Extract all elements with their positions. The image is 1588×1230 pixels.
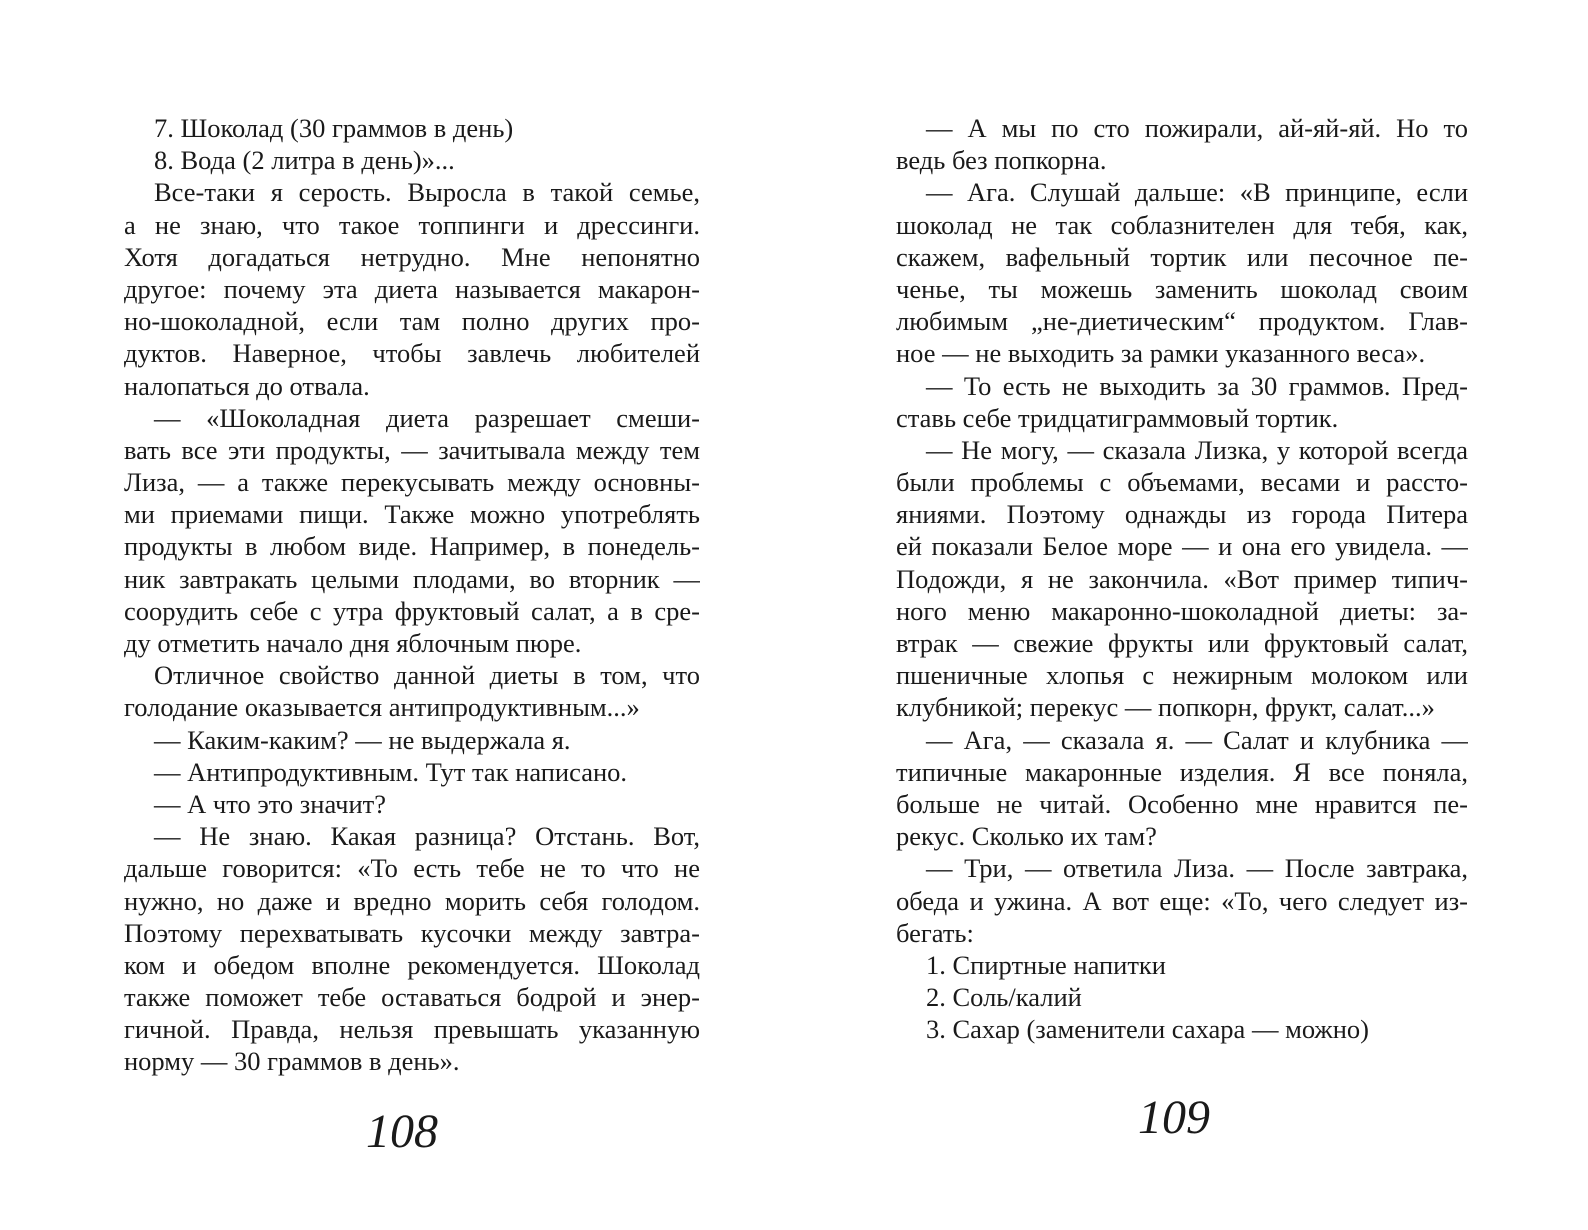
- text-line: также поможет тебе оставаться бодрой и энер-: [124, 982, 700, 1013]
- text-line: ду отметить начало дня яблочным пюре.: [124, 628, 582, 658]
- text-line: продукты в любом виде. Например, в понедель-: [124, 531, 700, 562]
- text-line: Отличное свойство данной диеты в том, что: [154, 660, 700, 691]
- right-page: [896, 112, 1468, 1122]
- text-line: ное — не выходить за рамки указанного веса».: [896, 338, 1426, 369]
- text-line: рекус. Сколько их там?: [896, 821, 1157, 852]
- text-line: ставь себе тридцатиграммовый тортик.: [896, 402, 1339, 433]
- text-line: ми приемами пищи. Также можно употреблять: [124, 499, 700, 530]
- text-line: гичной. Правда, нельзя превышать указанную: [124, 1014, 700, 1045]
- text-line: Поэтому перехватывать кусочки между завтра-: [124, 917, 700, 948]
- text-line: Подожди, я не закончила. «Вот пример типич-: [896, 563, 1468, 594]
- right-page-text: [896, 112, 1468, 1045]
- text-line: любимым „не-диетическим“ продуктом. Глав-: [896, 306, 1468, 337]
- text-line: скажем, вафельный тортик или песочное пе-: [896, 241, 1468, 272]
- text-line: нужно, но даже и вредно морить себя голодом.: [124, 885, 700, 916]
- text-line: больше не читай. Особенно мне нравится пе-: [896, 788, 1468, 819]
- text-line: — А что это значит?: [154, 788, 387, 819]
- text-line: 3. Сахар (заменители сахара — можно): [926, 1014, 1369, 1045]
- text-line: — «Шоколадная диета разрешает смеши-: [154, 402, 700, 433]
- text-line: пшеничные хлопья с нежирным молоком или: [896, 660, 1468, 691]
- left-page: [124, 112, 700, 1122]
- text-line: ник завтракать целыми плодами, во вторник —: [124, 563, 700, 594]
- text-line: втрак — свежие фрукты или фруктовый салат,: [896, 628, 1468, 658]
- text-line: Лиза, — а также перекусывать между основны-: [124, 467, 700, 498]
- text-line: 7. Шоколад (30 граммов в день): [154, 113, 514, 143]
- text-line: налопаться до отвала.: [124, 370, 370, 401]
- text-line: дуктов. Наверное, чтобы завлечь любителей: [124, 338, 700, 369]
- text-line: — Ага, — сказала я. — Салат и клубника —: [926, 724, 1468, 755]
- text-line: Хотя догадаться нетрудно. Мне непонятно: [124, 241, 700, 272]
- text-line: клубникой; перекус — попкорн, фрукт, салат...»: [896, 692, 1435, 723]
- text-line: бегать:: [896, 917, 974, 948]
- text-line: ного меню макаронно-шоколадной диеты: за-: [896, 595, 1468, 626]
- text-line: ей показали Белое море — и она его увидела. —: [896, 531, 1468, 562]
- text-line: обеда и ужина. А вот еще: «То, чего следует из-: [896, 885, 1468, 916]
- text-line: — Антипродуктивным. Тут так написано.: [154, 756, 628, 787]
- text-line: ченье, ты можешь заменить шоколад своим: [896, 273, 1468, 304]
- text-line: ком и обедом вполне рекомендуется. Шоколад: [124, 949, 700, 980]
- right-page-number: 109: [1138, 1091, 1210, 1144]
- text-line: норму — 30 граммов в день».: [124, 1046, 460, 1077]
- text-line: были проблемы с объемами, весами и рассто-: [896, 467, 1468, 498]
- text-line: шоколад не так соблазнителен для тебя, как,: [896, 209, 1468, 240]
- text-line: 1. Спиртные напитки: [926, 949, 1166, 980]
- text-line: типичные макаронные изделия. Я все поняла,: [896, 756, 1468, 787]
- text-line: другое: почему эта диета называется макарон-: [124, 273, 700, 304]
- text-line: вать все эти продукты, — зачитывала между тем: [124, 434, 700, 465]
- text-line: 8. Вода (2 литра в день)»...: [154, 145, 455, 176]
- text-line: — Три, — ответила Лиза. — После завтрака,: [926, 853, 1468, 884]
- text-line: дальше говорится: «То есть тебе не то что не: [124, 853, 700, 884]
- left-page-text: [124, 112, 700, 1078]
- text-line: — Каким-каким? — не выдержала я.: [154, 724, 571, 755]
- text-line: — Не могу, — сказала Лизка, у которой всегда: [926, 434, 1468, 465]
- text-line: но-шоколадной, если там полно других про-: [124, 306, 700, 337]
- text-line: — Ага. Слушай дальше: «В принципе, если: [926, 177, 1468, 208]
- text-line: голодание оказывается антипродуктивным...»: [124, 692, 640, 723]
- left-page-number: 108: [366, 1105, 438, 1158]
- text-line: Все-таки я серость. Выросла в такой семье,: [154, 177, 700, 208]
- text-line: — То есть не выходить за 30 граммов. Пред-: [926, 370, 1468, 401]
- text-line: — Не знаю. Какая разница? Отстань. Вот,: [154, 821, 700, 852]
- text-line: соорудить себе с утра фруктовый салат, а в сре-: [124, 595, 700, 626]
- text-line: 2. Соль/калий: [926, 982, 1082, 1013]
- text-line: ведь без попкорна.: [896, 145, 1107, 176]
- text-line: а не знаю, что такое топпинги и дрессинги.: [124, 209, 700, 240]
- text-line: — А мы по сто пожирали, ай-яй-яй. Но то: [926, 113, 1468, 143]
- text-line: яниями. Поэтому однажды из города Питера: [896, 499, 1468, 530]
